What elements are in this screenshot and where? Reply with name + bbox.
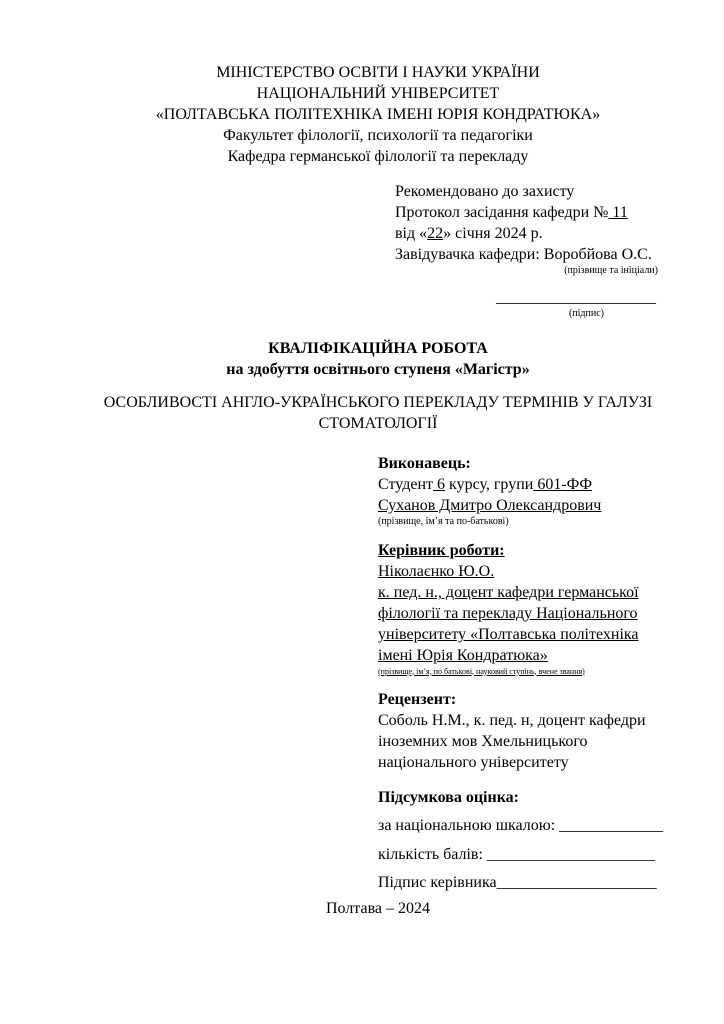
protocol-number: 11 (608, 203, 628, 221)
executor-student-line (378, 474, 666, 495)
date-prefix: від « (395, 224, 428, 242)
recommended-line: Рекомендовано до захисту (395, 182, 575, 200)
supervisor-line-2: к. пед. н., доцент кафедри германської (378, 584, 639, 602)
reviewer-block (378, 689, 666, 773)
approval-block (395, 181, 666, 321)
grade-signature-line (378, 872, 666, 893)
protocol-line (395, 202, 666, 223)
work-degree: на здобуття освітнього ступеня «Магістр» (226, 361, 530, 379)
supervisor-name: Ніколаєнко Ю.О. (378, 562, 495, 580)
grade-label: Підсумкова оцінка: (378, 789, 519, 807)
grade-scale-line (378, 815, 666, 836)
reviewer-line-2: іноземних мов Хмельницького (378, 733, 588, 751)
head-name-note: (прізвище та ініціали) (564, 264, 658, 276)
executor-block (378, 453, 666, 528)
protocol-label: Протокол засідання кафедри № (395, 203, 609, 221)
executor-label: Виконавець: (378, 454, 471, 472)
faculty-line: Факультет філології, психології та педагогіки (223, 127, 533, 145)
student-mid: курсу, групи (445, 475, 534, 493)
date-line (395, 223, 666, 244)
grade-scale-blank: _____________ (559, 817, 664, 835)
signature-line: ____________________ (496, 288, 656, 306)
student-group: 601-ФФ (533, 475, 592, 493)
date-day: 22 (427, 224, 444, 242)
supervisor-line-5: імені Юрія Кондратюка» (378, 647, 548, 665)
supervisor-line-4: університету «Полтавська політехніка (378, 626, 639, 644)
document-header (90, 62, 666, 168)
department-head-name: Воробйова О.С. (543, 245, 652, 263)
student-prefix: Студент (378, 475, 434, 493)
university-line: НАЦІОНАЛЬНИЙ УНІВЕРСИТЕТ (256, 85, 500, 103)
reviewer-line-1: Соболь Н.М., к. пед. н, доцент кафедри (378, 712, 646, 730)
reviewer-line-3: національного університету (378, 754, 569, 772)
grade-points-label: кількість балів: (378, 845, 487, 863)
date-suffix: » січня 2024 р. (443, 224, 543, 242)
department-line: Кафедра германської філології та перекладу (227, 148, 529, 166)
supervisor-note: (прізвище, ім’я, по батькові, науковий ступінь, вчене звання) (378, 666, 585, 676)
signature-note: (підпис) (568, 308, 604, 320)
grade-points-line (378, 844, 666, 865)
grade-signature-label: Підпис керівника (378, 873, 497, 891)
reviewer-label: Рецензент: (378, 690, 457, 708)
supervisor-label: Керівник роботи: (378, 541, 505, 559)
department-head-line (395, 244, 666, 265)
supervisor-block (378, 540, 666, 677)
work-title: КВАЛІФІКАЦІЙНА РОБОТА (268, 340, 488, 358)
grade-signature-blank: ____________________ (496, 873, 657, 891)
grade-scale-label: за національною шкалою: (378, 817, 560, 835)
work-title-block (90, 338, 666, 380)
grade-points-blank: _____________________ (486, 845, 655, 863)
executor-name: Суханов Дмитро Олександрович (378, 496, 602, 514)
student-course: 6 (433, 475, 446, 493)
executor-note: (прізвище, ім’я та по-батькові) (378, 515, 509, 527)
work-topic: ОСОБЛИВОСТІ АНГЛО-УКРАЇНСЬКОГО ПЕРЕКЛАДУ ТЕРМІНІВ У ГАЛУЗІ СТОМАТОЛОГІЇ (103, 394, 653, 433)
grade-block (378, 787, 666, 892)
supervisor-line-3: філології та перекладу Національного (378, 605, 638, 623)
university-name-line: «ПОЛТАВСЬКА ПОЛІТЕХНІКА ІМЕНІ ЮРІЯ КОНДРАТЮКА» (155, 106, 601, 124)
department-head-label: Завідувачка кафедри: (395, 245, 544, 263)
ministry-line: МІНІСТЕРСТВО ОСВІТИ І НАУКИ УКРАЇНИ (216, 64, 540, 81)
footer-city-year: Полтава – 2024 (325, 900, 431, 917)
